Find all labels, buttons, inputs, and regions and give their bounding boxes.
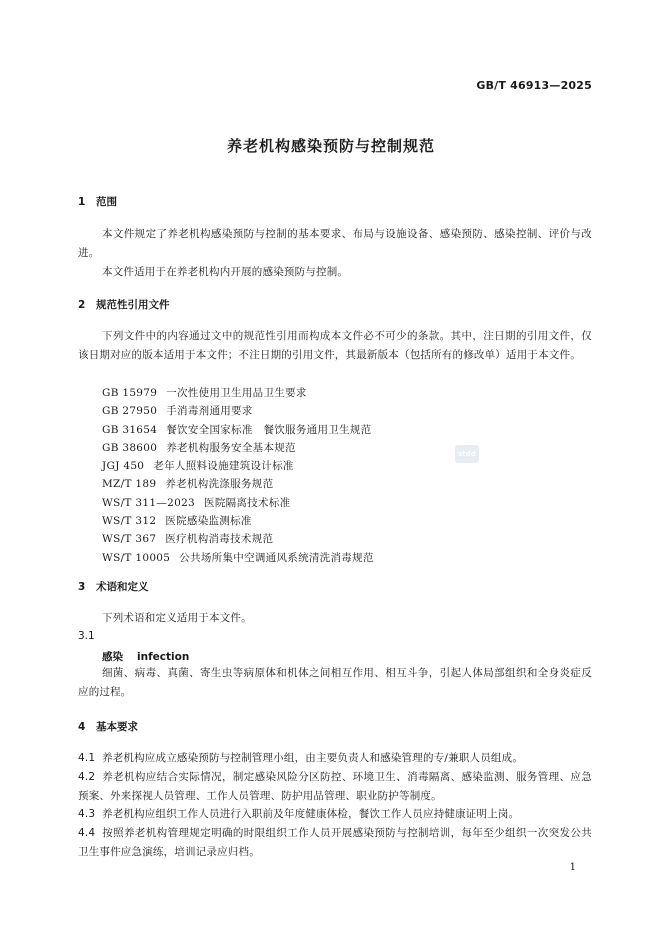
term-english: infection bbox=[137, 651, 190, 663]
reference-code: WS/T 311—2023 bbox=[102, 496, 196, 509]
section-4-heading bbox=[78, 719, 138, 734]
requirement-number: 4.3 bbox=[78, 808, 96, 820]
requirement-number: 4.4 bbox=[78, 827, 96, 839]
reference-name: 养老机构洗涤服务规范 bbox=[165, 478, 274, 491]
reference-item bbox=[102, 512, 374, 530]
reference-name: 医院隔离技术标准 bbox=[204, 496, 291, 509]
reference-name: 医疗机构消毒技术规范 bbox=[165, 533, 274, 546]
normative-reference-list bbox=[102, 384, 374, 567]
term-number: 3.1 bbox=[78, 630, 95, 642]
section-3-heading bbox=[78, 579, 149, 594]
section-3-paragraph-1: 下列术语和定义适用于本文件。 bbox=[102, 612, 252, 624]
reference-code: GB 38600 bbox=[102, 441, 158, 454]
reference-item bbox=[102, 549, 374, 567]
section-number: 4 bbox=[78, 721, 86, 733]
reference-item bbox=[102, 530, 374, 548]
requirement-text: 养老机构应成立感染预防与控制管理小组，由主要负责人和感染管理的专/兼职人员组成。 bbox=[102, 752, 524, 764]
requirement-item bbox=[78, 805, 592, 824]
reference-name: 餐饮安全国家标准 餐饮服务通用卫生规范 bbox=[166, 423, 372, 436]
section-number: 3 bbox=[78, 581, 86, 593]
reference-name: 医院感染监测标准 bbox=[165, 515, 252, 528]
section-2-paragraph-1: 下列文件中的内容通过文中的规范性引用而构成本文件必不可少的条款。其中，注日期的引用文件，仅该日期对应的版本适用于本文件；不注日期的引用文件，其最新版本（包括所有的修改单）适用于本文件。 bbox=[78, 330, 592, 361]
section-2-heading bbox=[78, 297, 170, 312]
term-chinese: 感染 bbox=[102, 651, 123, 663]
section-title: 范围 bbox=[96, 196, 117, 208]
requirement-text: 按照养老机构管理规定明确的时限组织工作人员开展感染预防与控制培训，每年至少组织一次突发公共卫生事件应急演练，培训记录应归档。 bbox=[78, 827, 592, 858]
reference-item bbox=[102, 421, 374, 439]
reference-item bbox=[102, 494, 374, 512]
section-title: 规范性引用文件 bbox=[96, 299, 170, 311]
page-number: 1 bbox=[569, 862, 576, 873]
reference-name: 老年人照料设施建筑设计标准 bbox=[153, 460, 294, 473]
section-title: 基本要求 bbox=[96, 721, 138, 733]
reference-item bbox=[102, 475, 374, 493]
watermark-logo: stdd bbox=[455, 445, 479, 463]
reference-item bbox=[102, 402, 374, 420]
reference-item bbox=[102, 384, 374, 402]
reference-code: JGJ 450 bbox=[102, 460, 145, 473]
reference-code: GB 27950 bbox=[102, 405, 158, 418]
requirement-item bbox=[78, 749, 592, 768]
term-definition: 细菌、病毒、真菌、寄生虫等病原体和机体之间相互作用、相互斗争，引起人体局部组织和全身炎症反应的过程。 bbox=[78, 667, 592, 698]
requirement-number: 4.1 bbox=[78, 752, 96, 764]
reference-code: WS/T 367 bbox=[102, 533, 157, 546]
section-number: 1 bbox=[78, 196, 86, 208]
requirement-text: 养老机构应组织工作人员进行入职前及年度健康体检，餐饮工作人员应持健康证明上岗。 bbox=[102, 808, 520, 820]
reference-item bbox=[102, 457, 374, 475]
reference-name: 手消毒剂通用要求 bbox=[166, 405, 253, 418]
reference-code: WS/T 312 bbox=[102, 515, 157, 528]
requirement-item bbox=[78, 768, 592, 806]
requirement-text: 养老机构应结合实际情况，制定感染风险分区防控、环境卫生、消毒隔离、感染监测、服务管理、应急预案、外来探视人员管理、工作人员管理、防护用品管理、职业防护等制度。 bbox=[78, 771, 592, 802]
reference-code: GB 15979 bbox=[102, 387, 158, 399]
section-1-heading bbox=[78, 194, 117, 209]
standard-code: GB/T 46913—2025 bbox=[476, 79, 592, 92]
section-title: 术语和定义 bbox=[96, 581, 149, 593]
reference-code: GB 31654 bbox=[102, 423, 158, 436]
reference-name: 公共场所集中空调通风系统清洗消毒规范 bbox=[179, 551, 374, 564]
reference-code: MZ/T 189 bbox=[102, 478, 157, 491]
reference-name: 一次性使用卫生用品卫生要求 bbox=[166, 387, 307, 399]
document-title: 养老机构感染预防与控制规范 bbox=[226, 137, 435, 155]
reference-name: 养老机构服务安全基本规范 bbox=[166, 441, 296, 454]
requirement-number: 4.2 bbox=[78, 771, 96, 783]
section-1-paragraph-2: 本文件适用于在养老机构内开展的感染预防与控制。 bbox=[102, 266, 349, 278]
reference-item bbox=[102, 439, 374, 457]
requirement-item bbox=[78, 824, 592, 862]
section-1-paragraph-1: 本文件规定了养老机构感染预防与控制的基本要求、布局与设施设备、感染预防、感染控制、评价与改进。 bbox=[78, 228, 592, 259]
term-heading bbox=[102, 649, 189, 664]
section-number: 2 bbox=[78, 299, 86, 311]
reference-code: WS/T 10005 bbox=[102, 551, 171, 564]
